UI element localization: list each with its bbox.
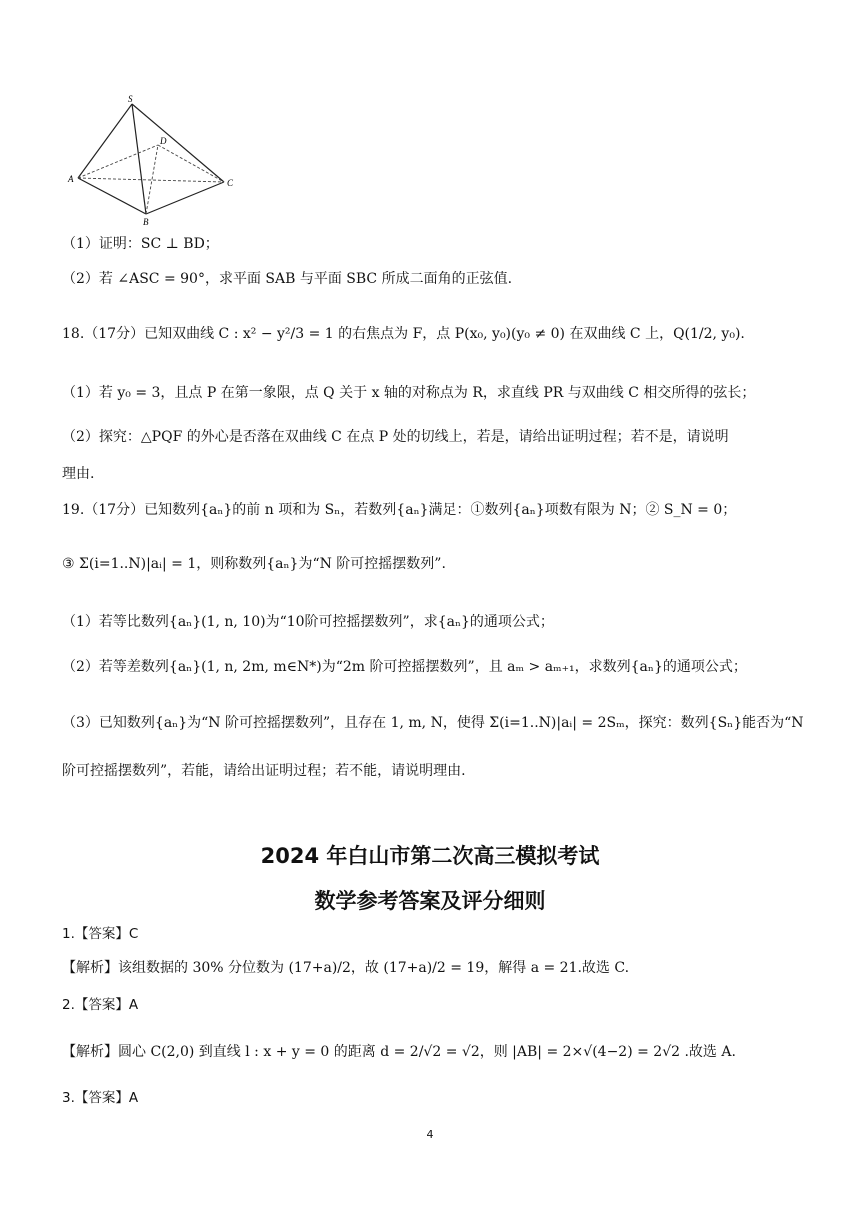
q19-stem-1: 19.（17分）已知数列{aₙ}的前 n 项和为 Sₙ，若数列{aₙ}满足：①数列{aₙ}项数有限为 N；② S_N = 0； bbox=[62, 502, 737, 518]
q18-part1: （1）若 y₀ = 3，且点 P 在第一象限，点 Q 关于 x 轴的对称点为 R，求直线 PR 与双曲线 C 相交所得的弦长； bbox=[62, 385, 756, 401]
q18-part2-a: （2）探究：△PQF 的外心是否落在双曲线 C 在点 P 处的切线上，若是，请给出证明过程；若不是，请说明 bbox=[62, 429, 729, 445]
edge-AB bbox=[78, 178, 146, 214]
edge-BD bbox=[146, 145, 158, 214]
answer-2-explanation: 【解析】圆心 C(2,0) 到直线 l : x + y = 0 的距离 d = 2/√2 = √2，则 |AB| = 2×√(4−2) = 2√2 .故选 A. bbox=[62, 1044, 736, 1060]
label-D: D bbox=[160, 136, 167, 146]
q17-part2: （2）若 ∠ASC = 90°，求平面 SAB 与平面 SBC 所成二面角的正弦值. bbox=[62, 271, 513, 287]
answer-2: 2.【答案】A bbox=[62, 997, 139, 1013]
edge-SC bbox=[132, 104, 224, 182]
q17-part1: （1）证明：SC ⊥ BD； bbox=[62, 236, 219, 252]
edge-SB bbox=[132, 104, 146, 214]
label-C: C bbox=[227, 178, 234, 188]
page-number: 4 bbox=[426, 1128, 434, 1141]
answers-subtitle: 数学参考答案及评分细则 bbox=[314, 889, 546, 913]
q19-stem-2: ③ Σ(i=1..N)|aᵢ| = 1，则称数列{aₙ}为“N 阶可控摇摆数列”. bbox=[62, 556, 446, 572]
answer-3: 3.【答案】A bbox=[62, 1090, 139, 1106]
q18-part2-b: 理由. bbox=[62, 466, 95, 482]
label-S: S bbox=[128, 94, 133, 104]
answer-1-explanation: 【解析】该组数据的 30% 分位数为 (17+a)/2，故 (17+a)/2 = 19，解得 a = 21.故选 C. bbox=[62, 960, 630, 976]
edge-BC bbox=[146, 182, 224, 214]
edge-DC bbox=[158, 145, 224, 182]
pyramid-figure bbox=[66, 94, 246, 228]
label-A: A bbox=[68, 174, 74, 184]
answer-1: 1.【答案】C bbox=[62, 926, 139, 942]
edge-SA bbox=[78, 104, 132, 178]
q18-stem: 18.（17分）已知双曲线 C : x² − y²/3 = 1 的右焦点为 F，点 P(x₀, y₀)(y₀ ≠ 0) 在双曲线 C 上，Q(1/2, y₀). bbox=[62, 326, 745, 342]
answers-title: 2024 年白山市第二次高三模拟考试 bbox=[260, 844, 600, 868]
label-B: B bbox=[143, 217, 149, 227]
edge-AC bbox=[78, 178, 224, 182]
q19-part2: （2）若等差数列{aₙ}(1, n, 2m, m∈N*)为“2m 阶可控摇摆数列”，且 aₘ > aₘ₊₁，求数列{aₙ}的通项公式； bbox=[62, 659, 747, 675]
q19-part3-b: 阶可控摇摆数列”，若能，请给出证明过程；若不能，请说明理由. bbox=[62, 763, 466, 779]
q19-part3-a: （3）已知数列{aₙ}为“N 阶可控摇摆数列”，且存在 1, m, N，使得 Σ(i=1..N)|aᵢ| = 2Sₘ，探究：数列{Sₙ}能否为“N bbox=[62, 715, 804, 731]
q19-part1: （1）若等比数列{aₙ}(1, n, 10)为“10阶可控摇摆数列”，求{aₙ}的通项公式； bbox=[62, 614, 554, 630]
